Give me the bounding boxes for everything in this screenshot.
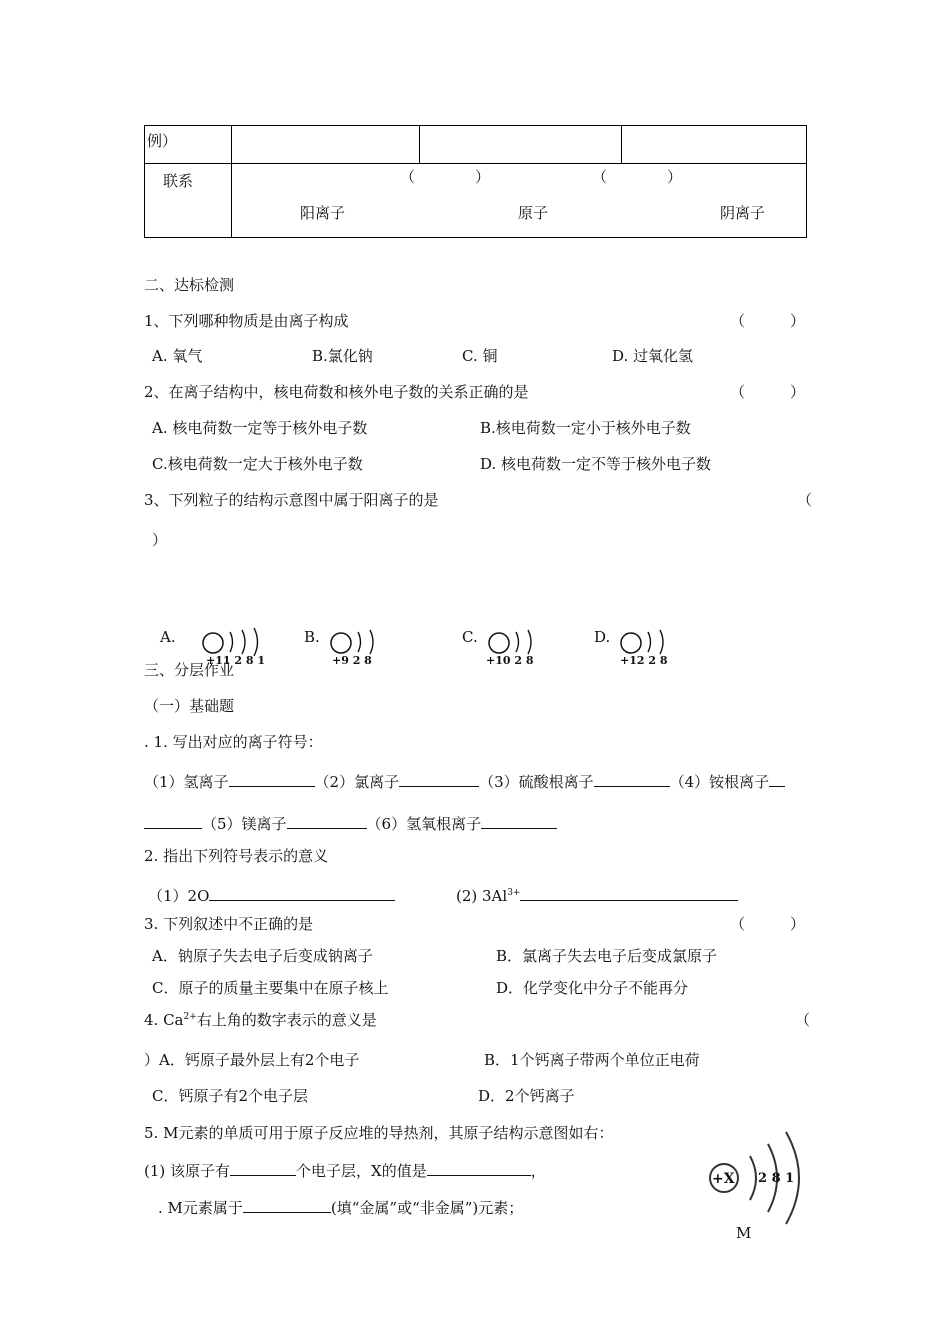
fill-label: (2) 3Al [456,887,508,905]
option-a[interactable]: A. [160,628,176,646]
question-stem: 3. 下列叙述中不正确的是 [144,915,314,933]
atom-diagram-c [486,626,546,656]
atom-label-d: +12 2 8 [620,654,668,667]
question-stem: 5. M元素的单质可用于原子反应堆的导热剂，其原子结构示意图如右： [144,1124,614,1142]
anion-label: 阴离子 [720,204,766,222]
fill-label: （5）镁离子 [202,815,287,833]
fill-line [148,886,395,904]
fill-label: （1）2O [148,887,210,905]
option-a[interactable]: A. 氧气 [152,347,203,365]
fill-line-2 [144,814,557,832]
charge-superscript: 3+ [507,888,521,898]
fill-label: （2）氯离子 [314,773,400,791]
question-stem: . 1. 写出对应的离子符号： [144,733,323,751]
option-c[interactable]: C. [462,628,478,646]
option-c[interactable]: C．钙原子有2个电子层 [152,1087,309,1105]
paren-blank-right[interactable]: （ ） [592,168,683,186]
atom-label-a: +11 2 8 1 [206,654,265,667]
atom-label-c: +10 2 8 [486,654,534,667]
relation-table [144,125,807,238]
fill-label: （3）硫酸根离子 [479,773,594,791]
question-stem: 3、下列粒子的结构示意图中属于阳离子的是 [144,491,439,509]
answer-blank[interactable] [481,814,557,829]
answer-blank[interactable] [427,1161,531,1176]
answer-blank[interactable] [520,886,738,901]
option-a[interactable]: A．钠原子失去电子后变成钠离子 [152,947,373,965]
atom-label: 原子 [518,204,549,222]
option-b[interactable]: B．1个钙离子带两个单位正电荷 [484,1051,700,1069]
answer-blank[interactable] [769,772,785,787]
answer-paren-open[interactable]: （ [795,1011,811,1029]
question-stem: 2、在离子结构中，核电荷数和核外电子数的关系正确的是 [144,383,529,401]
option-d[interactable]: D. 核电荷数一定不等于核外电子数 [480,455,712,473]
answer-blank[interactable] [243,1198,331,1213]
fill-line: (1) 该原子有 个电子层，X的值是 ， [144,1162,546,1180]
answer-blank[interactable] [229,772,315,787]
fill-line: . M元素属于 (填“金属”或“非金属”)元素； [158,1199,524,1217]
table-cell [420,126,622,164]
option-c[interactable]: C．原子的质量主要集中在原子核上 [152,979,389,997]
question-stem: 4. $Ca^{2+}$右上角的数字表示的意义是 [144,1011,377,1029]
answer-paren-close[interactable]: ） [152,531,168,549]
answer-blank[interactable] [594,772,670,787]
answer-paren[interactable]: （ ） [730,383,806,401]
atom-label-b: +9 2 8 [332,654,372,667]
answer-blank[interactable] [144,814,202,829]
option-b[interactable]: B．氯离子失去电子后变成氯原子 [496,947,718,965]
table-row-label-relation: 联系 [145,164,232,238]
answer-paren[interactable]: （ ） [730,915,806,933]
m-shell-labels: 2 8 1 [758,1171,795,1186]
fill-label: （4）铵根离子 [669,773,770,791]
fill-line [456,886,738,904]
option-b[interactable]: B. [304,628,320,646]
option-c[interactable]: C.核电荷数一定大于核外电子数 [152,455,363,473]
charge-superscript: 2+ [183,1012,197,1022]
fill-label: （1）氢离子 [144,773,229,791]
atom-diagram-a [200,626,270,656]
cation-label: 阳离子 [300,204,346,222]
subsection-title: （一）基础题 [144,697,235,715]
question-stem: 2. 指出下列符号表示的意义 [144,847,329,865]
table-cell [622,126,807,164]
fill-label: （6）氢氧根离子 [366,815,482,833]
answer-blank[interactable] [287,814,367,829]
section-title: 三、分层作业 [144,661,235,679]
option-a[interactable]: ）A．钙原子最外层上有2个电子 [144,1051,360,1069]
option-d[interactable]: D. [594,628,611,646]
atom-diagram-d [618,626,678,656]
option-d[interactable]: D. 过氧化氢 [612,347,694,365]
answer-paren-open[interactable]: （ [797,491,813,509]
answer-blank[interactable] [399,772,479,787]
relation-cell [232,164,807,238]
section-title: 二、达标检测 [144,276,235,294]
table-row-label-example: 例） [145,126,232,164]
m-nucleus-label: +X [712,1171,735,1187]
option-d[interactable]: D．化学变化中分子不能再分 [496,979,689,997]
option-a[interactable]: A. 核电荷数一定等于核外电子数 [152,419,368,437]
answer-blank[interactable] [209,886,395,901]
atom-diagram-b [328,626,388,656]
question-stem: 1、下列哪种物质是由离子构成 [144,312,349,330]
option-c[interactable]: C. 铜 [462,347,498,365]
answer-paren[interactable]: （ ） [730,312,806,330]
table-cell [232,126,420,164]
option-b[interactable]: B.氯化钠 [312,347,373,365]
option-b[interactable]: B.核电荷数一定小于核外电子数 [480,419,691,437]
m-element-label: M [736,1224,752,1242]
answer-blank[interactable] [230,1161,296,1176]
paren-blank-left[interactable]: （ ） [400,168,491,186]
fill-line-1 [144,772,785,790]
option-d[interactable]: D．2个钙离子 [478,1087,575,1105]
